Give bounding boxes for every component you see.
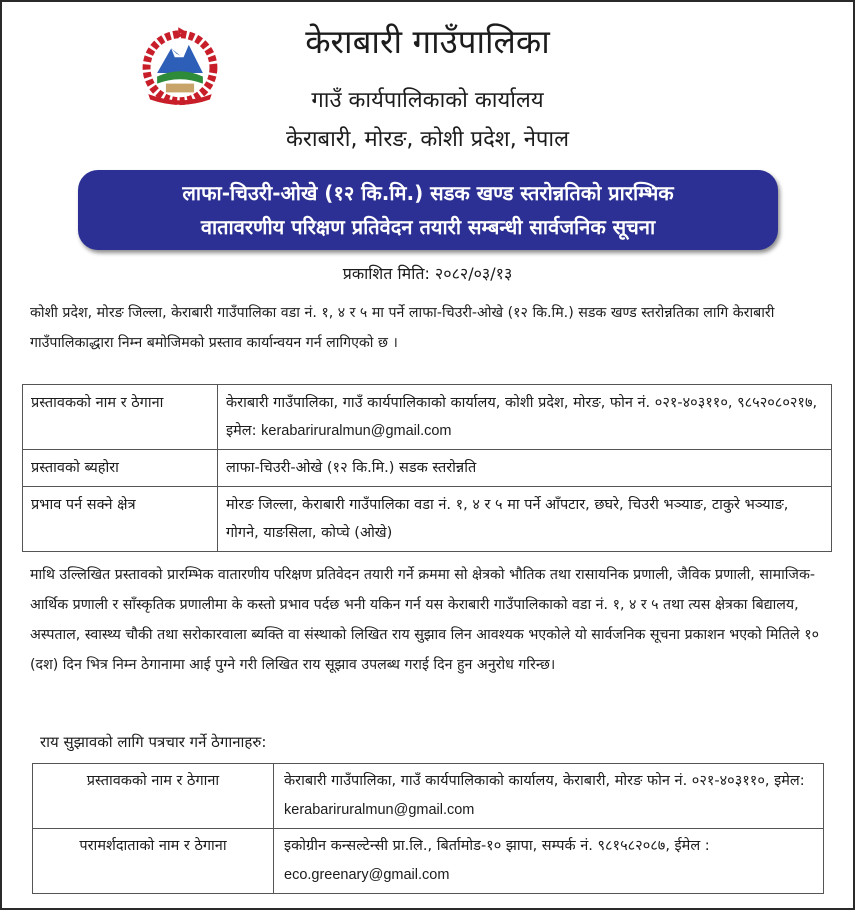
office-address: केराबारी, मोरङ, कोशी प्रदेश, नेपाल	[285, 127, 570, 152]
email-link[interactable]: kerabariruralmun@gmail.com	[284, 802, 475, 818]
proposal-table	[22, 384, 832, 552]
published-date: प्रकाशित मिति: २०८२/०३/१३	[342, 264, 513, 283]
email-link[interactable]: kerabariruralmun@gmail.com	[261, 423, 452, 439]
intro-paragraph: कोशी प्रदेश, मोरङ जिल्ला, केराबारी गाउँपालिका वडा नं. १, ४ र ५ मा पर्ने लाफा-चिउरी-ओखे (१२ कि.मि.) सडक खण्ड स्तरोन्नतिका लागि केराबारी गाउँपालिकाद्धारा निम्न बमोजिमको प्रस्ताव कार्यान्वयन गर्न लागिएको छ ।	[30, 305, 775, 351]
row-label: प्रभाव पर्न सक्ने क्षेत्र	[23, 487, 218, 552]
banner-line-2: वातावरणीय परिक्षण प्रतिवेदन तयारी सम्बन्धी सार्वजनिक सूचना	[200, 215, 656, 239]
row-label: परामर्शदाताको नाम र ठेगाना	[33, 829, 274, 894]
row-label: प्रस्तावको ब्यहोरा	[23, 450, 218, 487]
body-paragraph: माथि उल्लिखित प्रस्तावको प्रारम्भिक वातारणीय परिक्षण प्रतिवेदन तयारी गर्ने क्रममा सो क्षेत्रको भौतिक तथा रासायनिक प्रणाली, जैविक प्रणाली, सामाजिक-आर्थिक प्रणाली र साँस्कृतिक प्रणालीमा के कस्तो प्रभाव पर्दछ भनी यकिन गर्न यस केराबारी गाउँपालिकाको वडा नं. १, ४ र ५ तथा त्यस क्षेत्रका बिद्यालय, अस्पताल, स्वास्थ्य चौकी तथा सरोकारवाला ब्यक्ति वा संस्थाको लिखित राय सुझाव लिन आवश्यक भएकोले यो सार्वजनिक सूचना प्रकाशन भएको मितिले १० (दश) दिन भित्र निम्न ठेगानामा आई पुग्ने गरी लिखित राय सूझाव उपलब्ध गराई दिन हुन अनुरोध गरिन्छ।	[30, 567, 819, 673]
municipality-title: केराबारी गाउँपालिका	[305, 22, 550, 61]
row-value: लाफा-चिउरी-ओखे (१२ कि.मि.) सडक स्तरोन्नति	[218, 450, 832, 487]
email-link[interactable]: eco.greenary@gmail.com	[284, 867, 450, 883]
contacts-heading: राय सुझावको लागि पत्रचार गर्ने ठेगानाहरु:	[40, 733, 267, 751]
notice-banner	[78, 170, 778, 250]
proposer-contact: केराबारी गाउँपालिका, गाउँ कार्यपालिकाको कार्यालय, केराबारी, मोरङ फोन नं. ०२१-४०३११०, इमेल:	[284, 773, 805, 789]
row-label: प्रस्तावकको नाम र ठेगाना	[23, 385, 218, 450]
row-label: प्रस्तावकको नाम र ठेगाना	[33, 764, 274, 829]
row-value	[274, 764, 824, 829]
row-value: मोरङ जिल्ला, केराबारी गाउँपालिका वडा नं. १, ४ र ५ मा पर्ने आँपटार, छघरे, चिउरी भञ्याङ, टाकुरे भञ्याङ, गोगने, याङसिला, कोप्चे (ओखे)	[218, 487, 832, 552]
table-row	[33, 764, 824, 829]
banner-line-1: लाफा-चिउरी-ओखे (१२ कि.मि.) सडक खण्ड स्तरोन्नतिको प्रारम्भिक	[182, 181, 674, 205]
contacts-table	[32, 763, 824, 894]
office-name: गाउँ कार्यपालिकाको कार्यालय	[311, 88, 544, 113]
row-value	[218, 385, 832, 450]
table-row	[23, 450, 832, 487]
table-row	[23, 487, 832, 552]
consultant-contact: इकोग्रीन कन्सल्टेन्सी प्रा.लि., बिर्तामोड-१० झापा, सम्पर्क नं. ९८१५८२०८७, ईमेल :	[284, 838, 710, 854]
row-value	[274, 829, 824, 894]
table-row	[33, 829, 824, 894]
proposer-details: केराबारी गाउँपालिका, गाउँ कार्यपालिकाको कार्यालय, कोशी प्रदेश, मोरङ, फोन नं. ०२१-४०३११०, ९८५२०८०२१७, इमेल:	[226, 395, 818, 439]
table-row	[23, 385, 832, 450]
